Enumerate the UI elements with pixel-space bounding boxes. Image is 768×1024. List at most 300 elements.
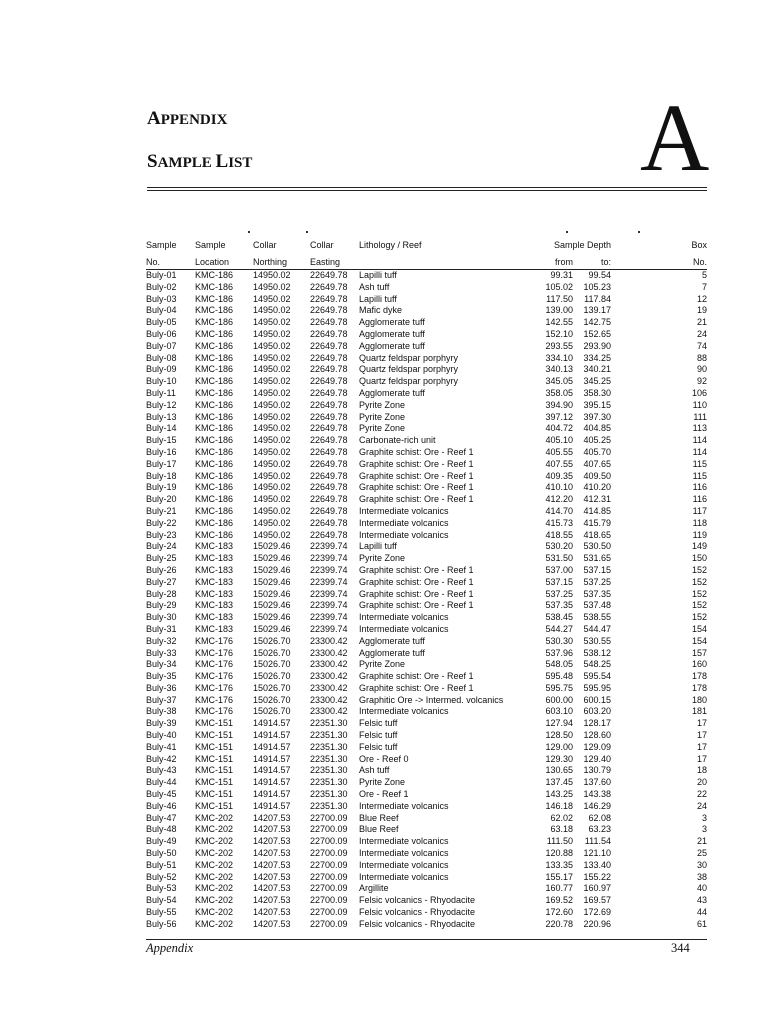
table-row	[146, 541, 707, 553]
table-row	[146, 530, 707, 542]
cell-depth-from: 537.25	[545, 588, 573, 599]
cell-sample-no: Buly-05	[146, 317, 177, 328]
cell-lithology: Pyrite Zone	[359, 553, 406, 564]
cell-easting: 22649.78	[310, 293, 348, 304]
cell-sample-no: Buly-15	[146, 435, 177, 446]
cell-northing: 14207.53	[253, 871, 291, 882]
table-body	[146, 270, 707, 931]
cell-depth-to: 412.31	[583, 494, 611, 505]
cell-sample-no: Buly-31	[146, 623, 177, 634]
cell-depth-to: 128.17	[583, 718, 611, 729]
cell-location: KMC-176	[195, 635, 234, 646]
cell-sample-no: Buly-18	[146, 470, 177, 481]
cell-northing: 14950.02	[253, 293, 291, 304]
table-row	[146, 636, 707, 648]
cell-depth-from: 530.30	[545, 635, 573, 646]
cell-northing: 14950.02	[253, 352, 291, 363]
subheader-easting: Easting	[310, 257, 359, 270]
table-row	[146, 282, 707, 294]
cell-easting: 22649.78	[310, 281, 348, 292]
cell-easting: 22399.74	[310, 576, 348, 587]
cell-box-no: 119	[692, 529, 707, 540]
cell-lithology: Blue Reef	[359, 812, 399, 823]
cell-northing: 14950.02	[253, 411, 291, 422]
cell-box-no: 106	[691, 387, 707, 398]
cell-depth-to: 537.35	[583, 588, 611, 599]
cell-easting: 22649.78	[310, 411, 348, 422]
cell-box-no: 7	[701, 281, 707, 292]
cell-depth-from: 172.60	[545, 907, 573, 918]
cell-depth-to: 603.20	[583, 706, 611, 717]
cell-depth-to: 133.40	[583, 859, 611, 870]
cell-easting: 22649.78	[310, 328, 348, 339]
cell-location: KMC-186	[195, 435, 234, 446]
page-number: 344	[671, 941, 690, 955]
cell-location: KMC-202	[195, 859, 234, 870]
cell-box-no: 24	[696, 800, 707, 811]
cell-depth-from: 117.50	[546, 293, 573, 304]
cell-depth-to: 340.21	[583, 364, 611, 375]
cell-lithology: Ore - Reef 1	[359, 789, 409, 800]
cell-sample-no: Buly-23	[146, 529, 177, 540]
table-row	[146, 895, 707, 907]
header-sample-depth: Sample Depth	[553, 240, 611, 251]
cell-sample-no: Buly-32	[146, 635, 177, 646]
cell-sample-no: Buly-25	[146, 553, 177, 564]
table-row	[146, 553, 707, 565]
cell-location: KMC-151	[195, 741, 234, 752]
table-row	[146, 305, 707, 317]
cell-northing: 14950.02	[253, 505, 291, 516]
cell-northing: 14950.02	[253, 340, 291, 351]
cell-sample-no: Buly-28	[146, 588, 177, 599]
cell-depth-from: 62.02	[550, 812, 573, 823]
cell-sample-no: Buly-21	[146, 505, 177, 516]
cell-northing: 14950.02	[253, 458, 291, 469]
cell-northing: 14207.53	[253, 883, 291, 894]
cell-location: KMC-183	[195, 553, 234, 564]
cell-lithology: Quartz feldspar porphyry	[359, 376, 459, 387]
cell-depth-to: 293.90	[583, 340, 611, 351]
cell-northing: 14950.02	[253, 387, 291, 398]
cell-easting: 22649.78	[310, 517, 348, 528]
cell-easting: 22649.78	[310, 482, 348, 493]
cell-box-no: 92	[696, 376, 707, 387]
cell-box-no: 154	[691, 635, 707, 646]
cell-lithology: Graphitic Ore -> Intermed. volcanics	[359, 694, 504, 705]
table-row	[146, 754, 707, 766]
cell-sample-no: Buly-46	[146, 800, 177, 811]
table-row	[146, 742, 707, 754]
cell-easting: 23300.42	[310, 694, 348, 705]
chapter-letter: A	[640, 84, 710, 191]
cell-depth-to: 334.25	[583, 352, 611, 363]
cell-location: KMC-151	[195, 753, 234, 764]
table-row	[146, 435, 707, 447]
cell-lithology: Argillite	[359, 883, 389, 894]
cell-sample-no: Buly-14	[146, 423, 177, 434]
cell-sample-no: Buly-19	[146, 482, 177, 493]
cell-location: KMC-186	[195, 446, 234, 457]
table-row	[146, 648, 707, 660]
cell-depth-from: 130.65	[545, 765, 573, 776]
cell-lithology: Ore - Reef 0	[359, 753, 409, 764]
cell-northing: 14950.02	[253, 482, 291, 493]
table-row	[146, 294, 707, 306]
cell-sample-no: Buly-49	[146, 836, 177, 847]
cell-easting: 22351.30	[310, 741, 348, 752]
cell-location: KMC-202	[195, 824, 234, 835]
cell-sample-no: Buly-36	[146, 682, 177, 693]
appendix-heading-rest: PPENDIX	[160, 112, 228, 128]
cell-location: KMC-202	[195, 907, 234, 918]
cell-sample-no: Buly-53	[146, 883, 177, 894]
cell-location: KMC-176	[195, 706, 234, 717]
cell-depth-from: 537.00	[545, 564, 573, 575]
cell-box-no: 18	[696, 765, 707, 776]
cell-sample-no: Buly-35	[146, 671, 177, 682]
cell-lithology: Graphite schist: Ore - Reef 1	[359, 482, 474, 493]
cell-depth-to: 143.38	[583, 789, 611, 800]
cell-depth-from: 537.15	[545, 576, 573, 587]
cell-easting: 22649.78	[310, 270, 348, 280]
cell-box-no: 160	[691, 659, 707, 670]
cell-location: KMC-202	[195, 812, 234, 823]
cell-depth-from: 142.55	[545, 317, 573, 328]
cell-lithology: Intermediate volcanics	[359, 836, 449, 847]
cell-location: KMC-186	[195, 399, 234, 410]
cell-northing: 15026.70	[253, 671, 291, 682]
cell-sample-no: Buly-02	[146, 281, 177, 292]
cell-lithology: Agglomerate tuff	[359, 328, 425, 339]
cell-box-no: 113	[692, 423, 707, 434]
cell-box-no: 88	[696, 352, 707, 363]
cell-sample-no: Buly-51	[146, 859, 177, 870]
cell-box-no: 111	[693, 411, 707, 422]
cell-easting: 22351.30	[310, 789, 348, 800]
table-row	[146, 577, 707, 589]
cell-box-no: 115	[692, 458, 707, 469]
cell-northing: 14950.02	[253, 281, 291, 292]
cell-sample-no: Buly-12	[146, 399, 177, 410]
cell-sample-no: Buly-43	[146, 765, 177, 776]
footer-rule	[146, 939, 707, 940]
cell-northing: 14207.53	[253, 836, 291, 847]
cell-northing: 14914.57	[253, 741, 291, 752]
cell-northing: 15029.46	[253, 541, 291, 552]
cell-box-no: 3	[701, 812, 707, 823]
cell-location: KMC-186	[195, 458, 234, 469]
cell-depth-from: 334.10	[545, 352, 573, 363]
cell-location: KMC-151	[195, 800, 234, 811]
cell-sample-no: Buly-26	[146, 564, 177, 575]
cell-location: KMC-186	[195, 352, 234, 363]
cell-easting: 22700.09	[310, 871, 348, 882]
cell-location: KMC-186	[195, 411, 234, 422]
cell-location: KMC-186	[195, 281, 234, 292]
cell-depth-from: 397.12	[545, 411, 573, 422]
cell-easting: 22700.09	[310, 918, 348, 929]
cell-box-no: 110	[692, 399, 707, 410]
cell-location: KMC-183	[195, 564, 234, 575]
cell-depth-to: 397.30	[583, 411, 611, 422]
table-row	[146, 376, 707, 388]
cell-depth-to: 407.65	[583, 458, 611, 469]
cell-easting: 22399.74	[310, 623, 348, 634]
table-row	[146, 860, 707, 872]
cell-easting: 22649.78	[310, 305, 348, 316]
cell-depth-to: 220.96	[583, 918, 611, 929]
cell-depth-from: 414.70	[545, 505, 573, 516]
cell-sample-no: Buly-54	[146, 895, 177, 906]
cell-location: KMC-186	[195, 317, 234, 328]
cell-lithology: Quartz feldspar porphyry	[359, 352, 459, 363]
cell-lithology: Felsic tuff	[359, 718, 398, 729]
cell-sample-no: Buly-34	[146, 659, 177, 670]
cell-lithology: Intermediate volcanics	[359, 706, 449, 717]
cell-lithology: Graphite schist: Ore - Reef 1	[359, 588, 474, 599]
cell-depth-from: 155.17	[545, 871, 573, 882]
cell-location: KMC-186	[195, 340, 234, 351]
cell-easting: 22649.78	[310, 399, 348, 410]
cell-sample-no: Buly-48	[146, 824, 177, 835]
cell-lithology: Felsic tuff	[359, 730, 398, 741]
cell-box-no: 114	[692, 435, 707, 446]
cell-lithology: Ash tuff	[359, 281, 390, 292]
cell-depth-from: 530.20	[545, 541, 573, 552]
cell-box-no: 43	[696, 895, 707, 906]
cell-box-no: 152	[691, 588, 707, 599]
cell-northing: 14914.57	[253, 800, 291, 811]
cell-depth-from: 394.90	[545, 399, 573, 410]
cell-depth-to: 62.08	[588, 812, 611, 823]
cell-depth-from: 548.05	[545, 659, 573, 670]
cell-lithology: Intermediate volcanics	[359, 871, 449, 882]
cell-northing: 14950.02	[253, 494, 291, 505]
cell-northing: 14950.02	[253, 305, 291, 316]
cell-lithology: Intermediate volcanics	[359, 517, 449, 528]
cell-easting: 22351.30	[310, 730, 348, 741]
cell-depth-from: 105.02	[545, 281, 573, 292]
cell-depth-from: 410.10	[545, 482, 573, 493]
cell-lithology: Graphite schist: Ore - Reef 1	[359, 494, 474, 505]
subheader-to: to:	[573, 257, 611, 270]
cell-lithology: Graphite schist: Ore - Reef 1	[359, 470, 474, 481]
cell-depth-from: 111.50	[546, 836, 573, 847]
cell-sample-no: Buly-03	[146, 293, 177, 304]
cell-easting: 22649.78	[310, 423, 348, 434]
column-tick-mark	[248, 231, 250, 233]
cell-box-no: 181	[691, 706, 707, 717]
cell-easting: 23300.42	[310, 706, 348, 717]
cell-northing: 15026.70	[253, 694, 291, 705]
cell-northing: 15029.46	[253, 588, 291, 599]
cell-box-no: 117	[692, 505, 707, 516]
cell-lithology: Agglomerate tuff	[359, 635, 425, 646]
cell-depth-to: 530.55	[583, 635, 611, 646]
cell-lithology: Agglomerate tuff	[359, 647, 425, 658]
table-row	[146, 836, 707, 848]
cell-lithology: Intermediate volcanics	[359, 505, 449, 516]
cell-box-no: 21	[696, 836, 707, 847]
cell-northing: 14207.53	[253, 812, 291, 823]
table-row	[146, 412, 707, 424]
cell-lithology: Graphite schist: Ore - Reef 1	[359, 446, 474, 457]
cell-northing: 14950.02	[253, 435, 291, 446]
cell-depth-to: 172.69	[583, 907, 611, 918]
cell-location: KMC-202	[195, 848, 234, 859]
subheader-northing: Northing	[253, 257, 310, 270]
cell-easting: 23300.42	[310, 647, 348, 658]
cell-depth-to: 418.65	[583, 529, 611, 540]
cell-depth-from: 531.50	[545, 553, 573, 564]
cell-northing: 14950.02	[253, 270, 291, 280]
cell-lithology: Carbonate-rich unit	[359, 435, 436, 446]
table-row	[146, 506, 707, 518]
cell-box-no: 157	[691, 647, 707, 658]
cell-lithology: Graphite schist: Ore - Reef 1	[359, 600, 474, 611]
cell-depth-to: 395.15	[583, 399, 611, 410]
cell-sample-no: Buly-30	[146, 612, 177, 623]
cell-depth-to: 63.23	[588, 824, 611, 835]
cell-depth-from: 595.48	[545, 671, 573, 682]
cell-northing: 14914.57	[253, 777, 291, 788]
cell-location: KMC-186	[195, 328, 234, 339]
cell-depth-to: 409.50	[583, 470, 611, 481]
cell-easting: 22351.30	[310, 718, 348, 729]
cell-lithology: Pyrite Zone	[359, 777, 406, 788]
cell-lithology: Intermediate volcanics	[359, 529, 449, 540]
cell-location: KMC-151	[195, 730, 234, 741]
header-collar-northing: Collar	[253, 240, 277, 251]
cell-northing: 14950.02	[253, 470, 291, 481]
cell-easting: 23300.42	[310, 671, 348, 682]
cell-easting: 22351.30	[310, 765, 348, 776]
column-tick-mark	[566, 231, 568, 233]
cell-location: KMC-183	[195, 623, 234, 634]
cell-northing: 14950.02	[253, 446, 291, 457]
cell-northing: 15029.46	[253, 553, 291, 564]
cell-location: KMC-186	[195, 470, 234, 481]
cell-sample-no: Buly-39	[146, 718, 177, 729]
cell-location: KMC-176	[195, 671, 234, 682]
cell-northing: 14914.57	[253, 718, 291, 729]
cell-depth-to: 129.40	[583, 753, 611, 764]
table-row	[146, 718, 707, 730]
cell-lithology: Intermediate volcanics	[359, 612, 449, 623]
cell-box-no: 152	[691, 612, 707, 623]
cell-box-no: 24	[696, 328, 707, 339]
cell-easting: 22649.78	[310, 364, 348, 375]
cell-depth-from: 169.52	[545, 895, 573, 906]
cell-depth-from: 415.73	[545, 517, 573, 528]
cell-sample-no: Buly-09	[146, 364, 177, 375]
cell-sample-no: Buly-45	[146, 789, 177, 800]
cell-location: KMC-202	[195, 918, 234, 929]
cell-easting: 22399.74	[310, 564, 348, 575]
cell-easting: 22649.78	[310, 376, 348, 387]
heading-rule-bottom	[147, 190, 707, 191]
table-row	[146, 659, 707, 671]
cell-easting: 22399.74	[310, 600, 348, 611]
cell-sample-no: Buly-16	[146, 446, 177, 457]
cell-sample-no: Buly-41	[146, 741, 177, 752]
header-collar-easting: Collar	[310, 240, 334, 251]
cell-lithology: Felsic volcanics - Rhyodacite	[359, 895, 476, 906]
table-row	[146, 813, 707, 825]
cell-depth-to: 414.85	[583, 505, 611, 516]
cell-northing: 15029.46	[253, 576, 291, 587]
cell-box-no: 180	[691, 694, 707, 705]
cell-easting: 22649.78	[310, 446, 348, 457]
list-heading-initial: L	[215, 151, 229, 172]
sample-list-table	[146, 240, 707, 931]
table-row	[146, 364, 707, 376]
cell-easting: 23300.42	[310, 635, 348, 646]
cell-box-no: 17	[696, 730, 707, 741]
cell-depth-to: 537.15	[583, 564, 611, 575]
table-row	[146, 447, 707, 459]
cell-depth-from: 409.35	[545, 470, 573, 481]
cell-location: KMC-176	[195, 682, 234, 693]
cell-box-no: 152	[691, 576, 707, 587]
cell-depth-from: 128.50	[545, 730, 573, 741]
cell-depth-to: 531.65	[583, 553, 611, 564]
cell-box-no: 30	[696, 859, 707, 870]
cell-depth-to: 160.97	[583, 883, 611, 894]
sample-list-heading	[147, 151, 252, 173]
cell-lithology: Felsic tuff	[359, 741, 398, 752]
cell-box-no: 114	[692, 446, 707, 457]
cell-location: KMC-202	[195, 883, 234, 894]
cell-depth-from: 345.05	[545, 376, 573, 387]
cell-lithology: Intermediate volcanics	[359, 623, 449, 634]
cell-box-no: 17	[696, 718, 707, 729]
table-row	[146, 671, 707, 683]
cell-easting: 22649.78	[310, 352, 348, 363]
cell-depth-from: 412.20	[545, 494, 573, 505]
cell-northing: 14207.53	[253, 918, 291, 929]
cell-depth-to: 530.50	[583, 541, 611, 552]
cell-easting: 22649.78	[310, 529, 348, 540]
cell-northing: 14950.02	[253, 423, 291, 434]
cell-easting: 23300.42	[310, 682, 348, 693]
cell-depth-from: 538.45	[545, 612, 573, 623]
cell-depth-to: 130.79	[583, 765, 611, 776]
cell-depth-to: 600.15	[583, 694, 611, 705]
cell-depth-to: 410.20	[583, 482, 611, 493]
cell-box-no: 44	[696, 907, 707, 918]
table-row	[146, 341, 707, 353]
cell-easting: 22700.09	[310, 824, 348, 835]
cell-northing: 15029.46	[253, 612, 291, 623]
column-tick-mark	[638, 231, 640, 233]
table-row	[146, 400, 707, 412]
cell-depth-to: 99.54	[588, 270, 611, 280]
table-row	[146, 801, 707, 813]
cell-depth-from: 129.30	[545, 753, 573, 764]
cell-lithology: Intermediate volcanics	[359, 800, 449, 811]
table-row	[146, 907, 707, 919]
cell-lithology: Ash tuff	[359, 765, 390, 776]
subheader-no: No.	[146, 257, 195, 270]
cell-sample-no: Buly-29	[146, 600, 177, 611]
cell-location: KMC-202	[195, 895, 234, 906]
sample-heading-initial: S	[147, 151, 158, 172]
cell-location: KMC-186	[195, 505, 234, 516]
cell-location: KMC-151	[195, 789, 234, 800]
cell-northing: 14950.02	[253, 376, 291, 387]
